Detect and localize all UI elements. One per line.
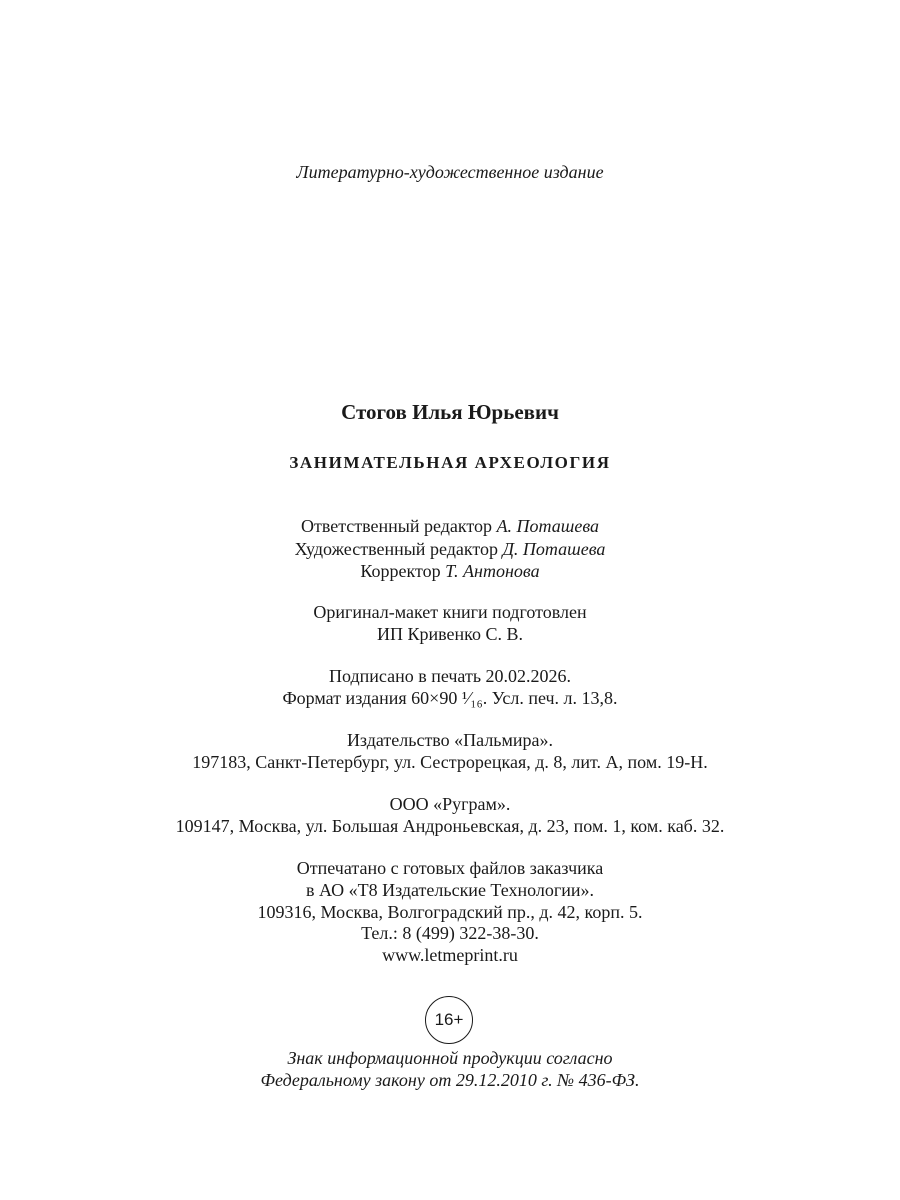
credit-name: А. Поташева xyxy=(496,516,600,536)
author-name: Стогов Илья Юрьевич xyxy=(341,400,559,424)
rating-note-line2: Федеральному закону от 29.12.2010 г. № 436-ФЗ. xyxy=(260,1070,640,1090)
publisher-address: 197183, Санкт-Петербург, ул. Сестрорецкая, д. 8, лит. А, пом. 19-Н. xyxy=(192,752,708,772)
rating-note-line1: Знак информационной продукции согласно xyxy=(287,1048,613,1068)
credit-name: Д. Поташева xyxy=(502,539,606,559)
credit-name: Т. Антонова xyxy=(445,561,540,581)
credit-art-editor xyxy=(0,538,900,560)
layout-prep-line1: Оригинал-макет книги подготовлен xyxy=(313,602,587,622)
printer-phone: Тел.: 8 (499) 322-38-30. xyxy=(361,923,539,943)
printer-line2: в АО «Т8 Издательские Технологии». xyxy=(305,880,595,900)
layout-prep-line2: ИП Кривенко С. В. xyxy=(377,624,523,644)
company-address: 109147, Москва, ул. Большая Андроньевская, д. 23, пом. 1, ком. каб. 32. xyxy=(175,816,725,836)
book-title: ЗАНИМАТЕЛЬНАЯ АРХЕОЛОГИЯ xyxy=(289,453,611,472)
edition-type: Литературно-художественное издание xyxy=(296,162,604,182)
credit-proofreader xyxy=(0,560,900,582)
print-format: Формат издания 60×90 ¹⁄₁₆. Усл. печ. л. 13,8. xyxy=(282,688,618,708)
credit-role: Корректор xyxy=(360,561,441,581)
printer-line1: Отпечатано с готовых файлов заказчика xyxy=(296,858,604,878)
credit-role: Художественный редактор xyxy=(294,539,498,559)
publisher-name: Издательство «Пальмира». xyxy=(346,730,554,750)
print-signed-date: Подписано в печать 20.02.2026. xyxy=(328,666,572,686)
credit-responsible-editor xyxy=(0,515,900,537)
age-rating-badge: 16+ xyxy=(425,996,473,1044)
printer-website: www.letmeprint.ru xyxy=(382,945,518,965)
company-name: ООО «Руграм». xyxy=(389,794,511,814)
printer-address: 109316, Москва, Волгоградский пр., д. 42, корп. 5. xyxy=(257,902,643,922)
credit-role: Ответственный редактор xyxy=(300,516,493,536)
